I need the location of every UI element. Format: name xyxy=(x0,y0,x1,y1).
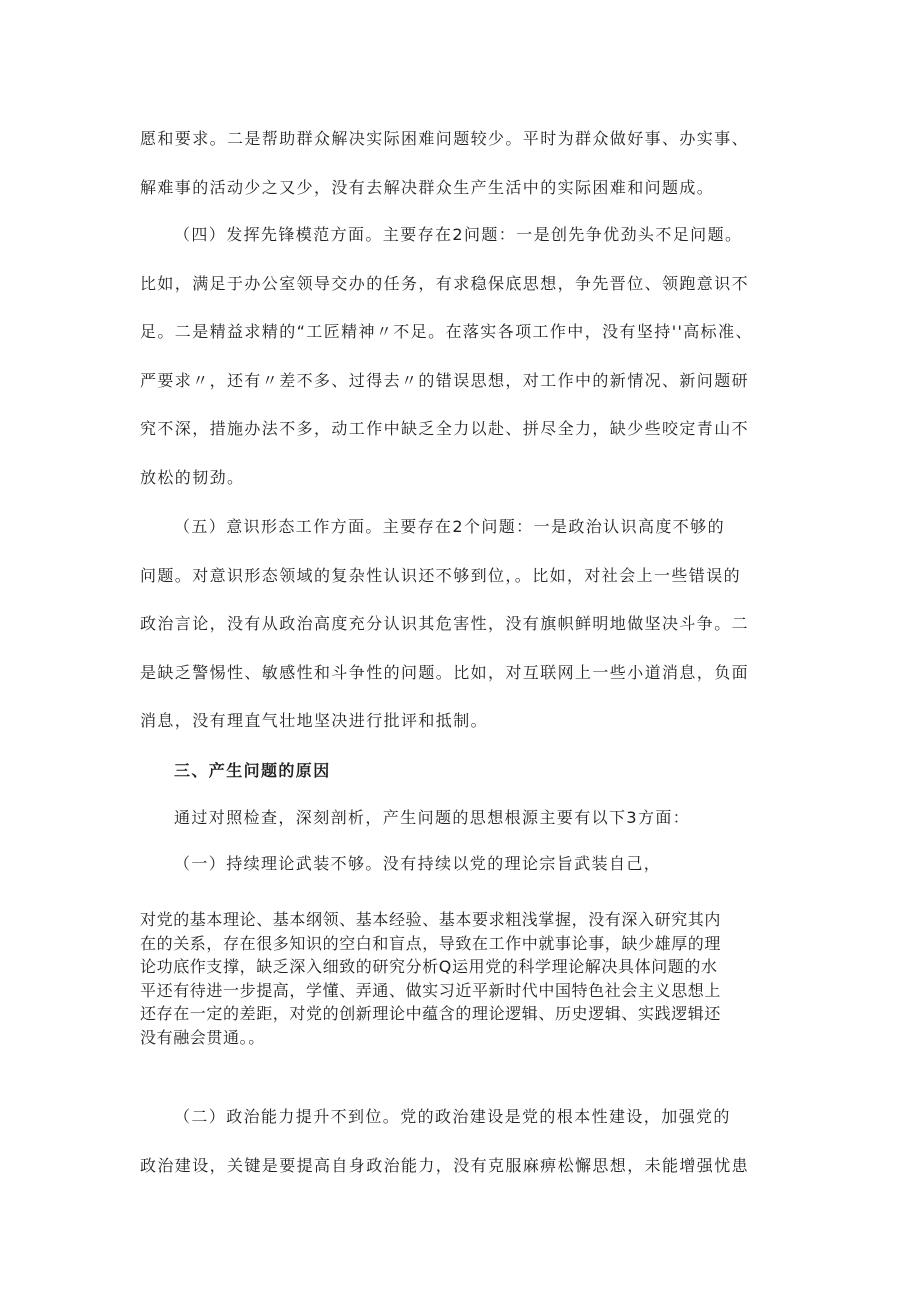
text-line: 还存在一定的差距，对党的创新理论中蕴含的理论逻辑、历史逻辑、实践逻辑还 xyxy=(140,1004,722,1024)
text-line: 解难事的活动少之又少，没有去解决群众生产生活中的实际困难和问题成。 xyxy=(140,177,715,197)
paragraph-theory-arming xyxy=(140,840,790,889)
text-line: 严要求〃，还有〃差不多、过得去〃的错误思想，对工作中的新情况、新问题研 xyxy=(140,370,750,390)
paragraph-needs-continuation xyxy=(140,115,790,212)
paragraph-ideology-work xyxy=(140,503,790,746)
text-line: 愿和要求。二是帮助群众解决实际困难问题较少。平时为群众做好事、办实事、 xyxy=(140,129,750,148)
paragraph-root-causes-intro xyxy=(140,794,790,843)
section-heading xyxy=(140,747,790,796)
paragraph-theory-details xyxy=(140,908,790,1050)
text-line: 比如，满足于办公室领导交办的任务，有求稳保底思想，争先晋位、领跑意识不 xyxy=(140,273,750,293)
text-line: （二）政治能力提升不到位。党的政治建设是党的根本性建设，加强党的 xyxy=(174,1107,731,1126)
text-line: 政治建设，关键是要提高自身政治能力，没有克服麻痹松懈思想，未能增强忧患 xyxy=(140,1155,750,1175)
text-line: 论功底作支撑，缺乏深入细致的研究分析Q运用党的科学理论解决具体问题的水 xyxy=(140,957,718,977)
text-line: 消息，没有理直气壮地坚决进行批评和抵制。 xyxy=(140,711,489,730)
text-line: 平还有待进一步提高，学懂、弄通、做实习近平新时代中国特色社会主义思想上 xyxy=(140,980,722,1000)
text-line: 究不深，措施办法不多，动工作中缺乏全力以赴、拼尽全力，缺少些咬定青山不 xyxy=(140,419,750,438)
text-line: 在的关系，存在很多知识的空白和盲点，导致在工作中就事论事，缺少雄厚的理 xyxy=(140,933,722,953)
section-heading-text: 三、产生问题的原因 xyxy=(174,761,331,780)
text-line: 是缺乏警惕性、敏感性和斗争性的问题。比如，对互联网上一些小道消息，负面 xyxy=(140,662,750,682)
paragraph-vanguard-role xyxy=(140,211,790,502)
text-line: 足。二是精益求精的“工匠精神〃不足。在落实各项工作中，没有坚持''高标准、 xyxy=(140,322,753,341)
paragraph-political-ability xyxy=(140,1093,790,1190)
text-line: 对党的基本理论、基本纲领、基本经验、基本要求粗浅掌握，没有深入研究其内 xyxy=(140,910,722,929)
text-line: 通过对照检查，深刻剖析，产生问题的思想根源主要有以下3方面： xyxy=(174,808,691,827)
text-line: （四）发挥先锋模范方面。主要存在2问题：一是创先争优劲头不足问题。 xyxy=(174,225,743,244)
text-line: 问题。对意识形态领域的复杂性认识还不够到位，。比如，对社会上一些错误的 xyxy=(140,565,742,585)
text-line: （五）意识形态工作方面。主要存在2个问题：一是政治认识高度不够的 xyxy=(174,517,725,536)
text-line: （一）持续理论武装不够。没有持续以党的理论宗旨武装自己， xyxy=(174,854,662,873)
text-line: 放松的韧劲。 xyxy=(140,467,245,487)
text-line: 政治言论，没有从政治高度充分认识其危害性，没有旗帜鲜明地做坚决斗争。二 xyxy=(140,614,750,633)
text-line: 没有融会贯通。。 xyxy=(140,1027,265,1047)
